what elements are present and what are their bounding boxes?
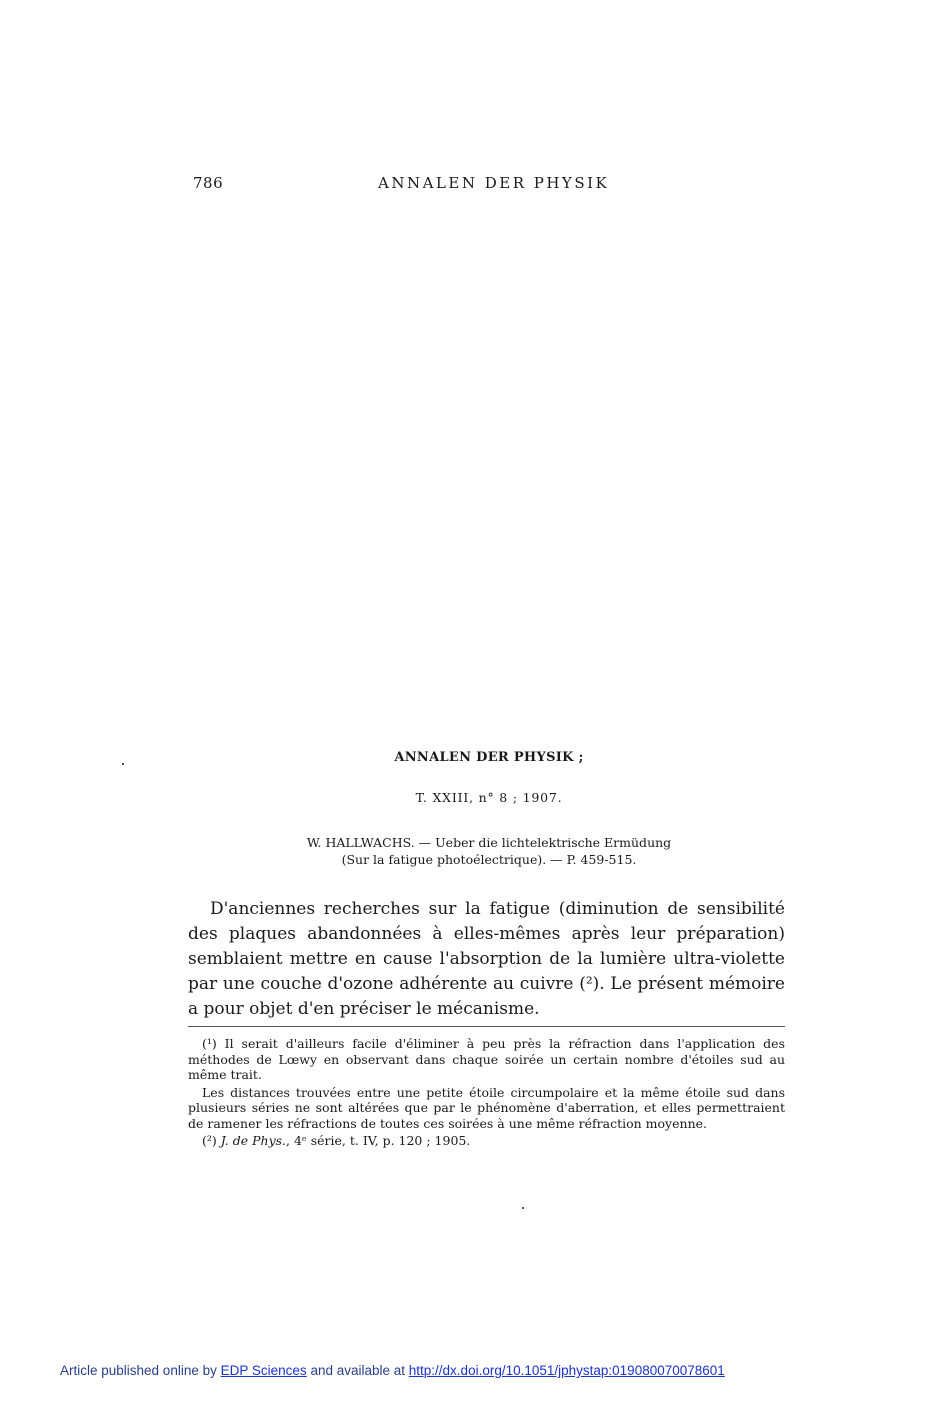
publisher-notice [60, 1363, 870, 1378]
article-reference [193, 834, 785, 868]
footnote-2-citation: , 4ᵉ série, t. IV, p. 120 ; 1905. [286, 1133, 471, 1148]
footnote-divider [188, 1026, 785, 1027]
article-reference-line-2: (Sur la fatigue photoélectrique). — P. 459-515. [341, 852, 637, 867]
footnote-1: (¹) Il serait d'ailleurs facile d'éliminer à peu près la réfraction dans l'application des méthodes de Lœwy en observant dans chaque soirée un certain nombre d'étoiles sud au même trait. [188, 1036, 785, 1082]
footnote-1-continued: Les distances trouvées entre une petite étoile circumpolaire et la même étoile sud dans plusieurs séries ne sont altérées que par le phénomène d'aberration, et elles permettraient de ramener les réfractions de toutes ces soirées à une même réfraction moyenne. [188, 1084, 785, 1131]
footnote-2-marker: (²) [202, 1133, 217, 1148]
footnotes [188, 1036, 785, 1149]
article-reference-line-1: W. HALLWACHS. — Ueber die lichtelektrische Ermüdung [306, 835, 672, 850]
scan-speck [522, 1207, 524, 1209]
body-paragraph [188, 897, 785, 1022]
volume-line: T. XXIII, n° 8 ; 1907. [415, 790, 563, 805]
publisher-link[interactable]: EDP Sciences [220, 1363, 307, 1378]
footnote-2-journal: J. de Phys. [220, 1133, 287, 1148]
publisher-middle: and available at [310, 1363, 406, 1378]
page-number: 786 [193, 174, 224, 192]
section-title: ANNALEN DER PHYSIK ; [394, 750, 584, 765]
footnote-2 [188, 1133, 785, 1149]
running-title: ANNALEN DER PHYSIK [378, 174, 610, 192]
body-paragraph-text: D'anciennes recherches sur la fatigue (diminution de sensibilité des plaques abandonnées à elles-mêmes après leur préparation) semblaient mettre en cause l'absorption de la lumière ultra-violette par une couche d'ozone adhérente au cuivre (²). Le présent mémoire a pour objet d'en préciser le mécanisme. [188, 899, 785, 1019]
page-header [193, 174, 785, 196]
publisher-prefix: Article published online by [60, 1363, 217, 1378]
scan-speck [122, 763, 124, 765]
doi-link[interactable]: http://dx.doi.org/10.1051/jphystap:019080070078601 [408, 1363, 725, 1378]
